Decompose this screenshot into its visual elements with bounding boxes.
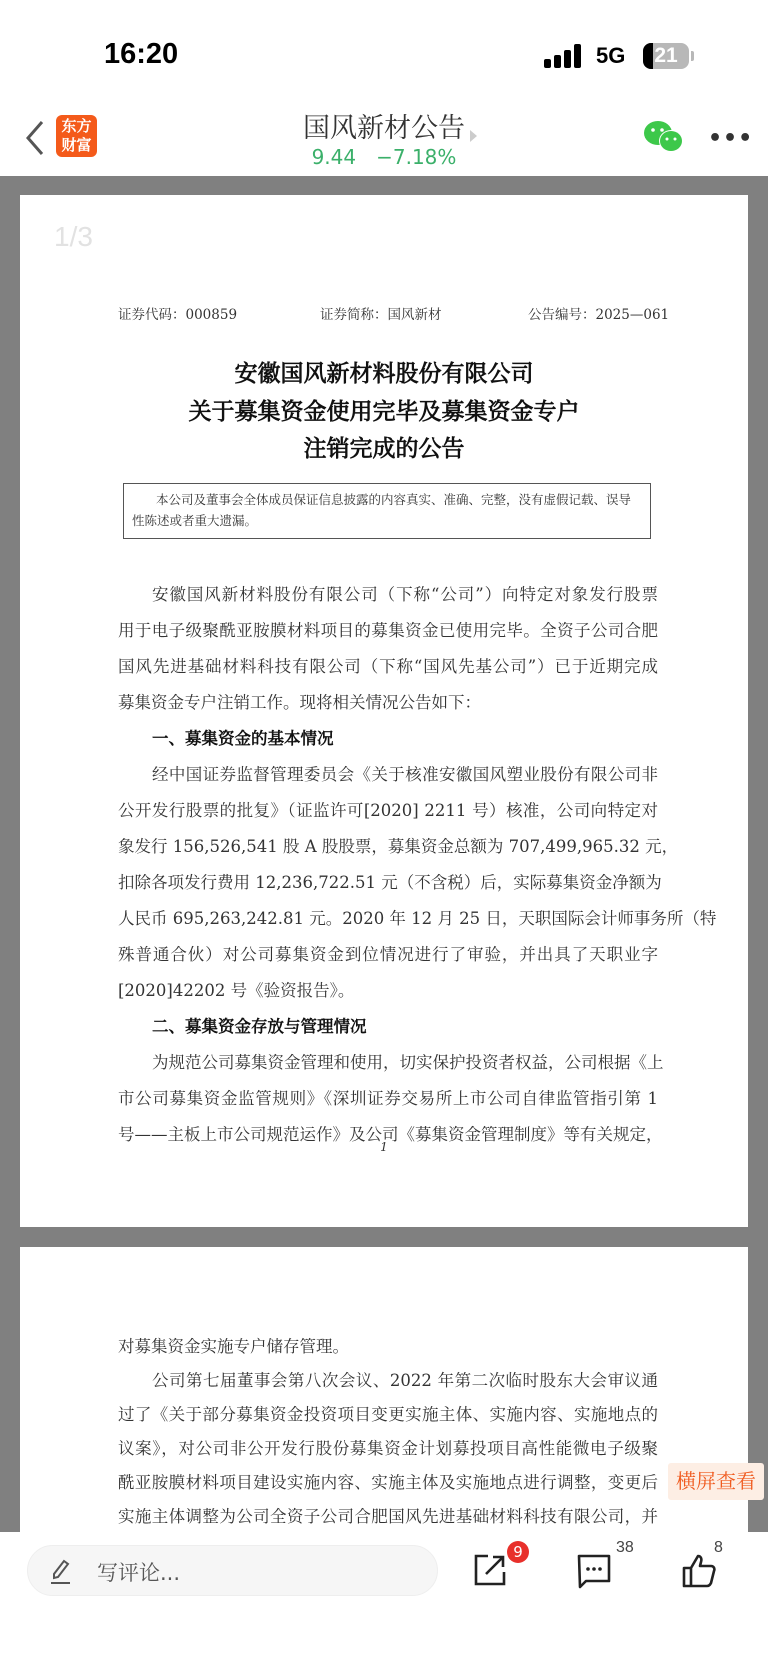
body-line: 象发行 156,526,541 股 A 股股票，募集资金总额为 707,499,965.32 元， [118, 837, 679, 856]
document-page-1 [20, 195, 748, 1227]
share-badge: 9 [507, 1541, 529, 1563]
body-line: 号——主板上市公司规范运作》及公司《募集资金管理制度》等有关规定， [118, 1125, 663, 1144]
comment-icon [577, 1553, 611, 1589]
statement-line: 本公司及董事会全体成员保证信息披露的内容真实、准确、完整，没有虚假记载、误导 [156, 492, 632, 507]
page-indicator: 1/3 [54, 221, 93, 252]
body-line: 募集资金专户注销工作。现将相关情况公告如下： [118, 693, 481, 712]
body-line: 酰亚胺膜材料项目建设实施内容、实施主体及实施地点进行调整，变更后 [118, 1473, 658, 1492]
body-line: [2020]42202 号《验资报告》。 [118, 981, 355, 1000]
body-line: 安徽国风新材料股份有限公司（下称“公司”）向特定对象发行股票 [152, 585, 658, 604]
comments-button[interactable] [577, 1539, 634, 1593]
share-button[interactable] [473, 1543, 523, 1591]
security-short-name: 证券简称：国风新材 [320, 307, 442, 323]
like-button[interactable] [682, 1539, 723, 1593]
thumbs-up-icon [682, 1553, 716, 1589]
body-line: 国风先进基础材料科技有限公司（下称“国风先基公司”）已于近期完成 [118, 657, 658, 676]
stock-change: −7.18% [376, 145, 457, 169]
doc-title-line: 注销完成的公告 [303, 436, 465, 462]
more-icon[interactable]: ••• [708, 126, 754, 151]
body-line: 扣除各项发行费用 12,236,722.51 元（不含税）后，实际募集资金净额为 [118, 873, 662, 892]
section-heading: 一、募集资金的基本情况 [152, 729, 334, 748]
statement-line: 性陈述或者重大遗漏。 [132, 513, 258, 528]
section-heading: 二、募集资金存放与管理情况 [152, 1017, 367, 1036]
comment-input[interactable] [27, 1545, 438, 1596]
pdf-viewer[interactable] [0, 176, 768, 1532]
logo-text-1: 东方 [61, 117, 92, 135]
doc-title-line: 关于募集资金使用完毕及募集资金专户 [188, 399, 580, 425]
body-line: 人民币 695,263,242.81 元。2020 年 12 月 25 日，天职国际会计师事务所（特 [118, 909, 717, 928]
body-line: 殊普通合伙）对公司募集资金到位情况进行了审验，并出具了天职业字 [118, 945, 658, 964]
network-type: 5G [596, 43, 626, 68]
pencil-icon [50, 1559, 72, 1585]
body-line: 公司第七届董事会第八次会议、2022 年第二次临时股东大会审议通 [152, 1371, 658, 1390]
status-time: 16:20 [104, 38, 179, 70]
like-count: 8 [714, 1539, 723, 1556]
comment-count: 38 [616, 1539, 634, 1556]
statement-box [123, 483, 651, 539]
battery-icon [643, 43, 689, 69]
body-line: 实施主体调整为公司全资子公司合肥国风先进基础材料科技有限公司，并 [118, 1507, 658, 1526]
share-icon [473, 1553, 507, 1587]
body-line: 为规范公司募集资金管理和使用，切实保护投资者权益，公司根据《上 [152, 1053, 664, 1072]
battery-tip [691, 51, 694, 61]
comment-placeholder: 写评论... [97, 1561, 181, 1585]
page-title[interactable]: 国风新材公告 [303, 113, 465, 144]
stock-price: 9.44 [311, 145, 357, 169]
body-line: 经中国证券监督管理委员会《关于核准安徽国风塑业股份有限公司非 [152, 765, 658, 784]
body-line: 市公司募集资金监管规则》《深圳证券交易所上市公司自律监管指引第 1 [118, 1089, 658, 1108]
body-line: 公开发行股票的批复》（证监许可[2020] 2211 号）核准，公司向特定对 [118, 801, 658, 820]
body-line: 对募集资金实施专户储存管理。 [118, 1337, 349, 1356]
body-line: 议案》，对公司非公开发行股份募集资金计划募投项目高性能微电子级聚 [118, 1439, 658, 1458]
doc-title-line: 安徽国风新材料股份有限公司 [234, 361, 534, 387]
body-line: 用于电子级聚酰亚胺膜材料项目的募集资金已使用完毕。全资子公司合肥 [118, 621, 658, 640]
body-line: 过了《关于部分募集资金投资项目变更实施主体、实施内容、实施地点的 [118, 1405, 658, 1424]
page-number: 1 [380, 1140, 388, 1154]
security-code: 证券代码：000859 [118, 307, 238, 323]
landscape-view-button[interactable]: 横屏查看 [668, 1463, 764, 1500]
logo-text-2: 财富 [61, 136, 92, 154]
signal-icon [544, 44, 584, 68]
notice-number: 公告编号：2025—061 [528, 307, 670, 323]
wechat-share-icon[interactable] [643, 120, 685, 154]
battery-level: 21 [654, 44, 678, 67]
title-arrow-icon[interactable] [470, 130, 477, 142]
